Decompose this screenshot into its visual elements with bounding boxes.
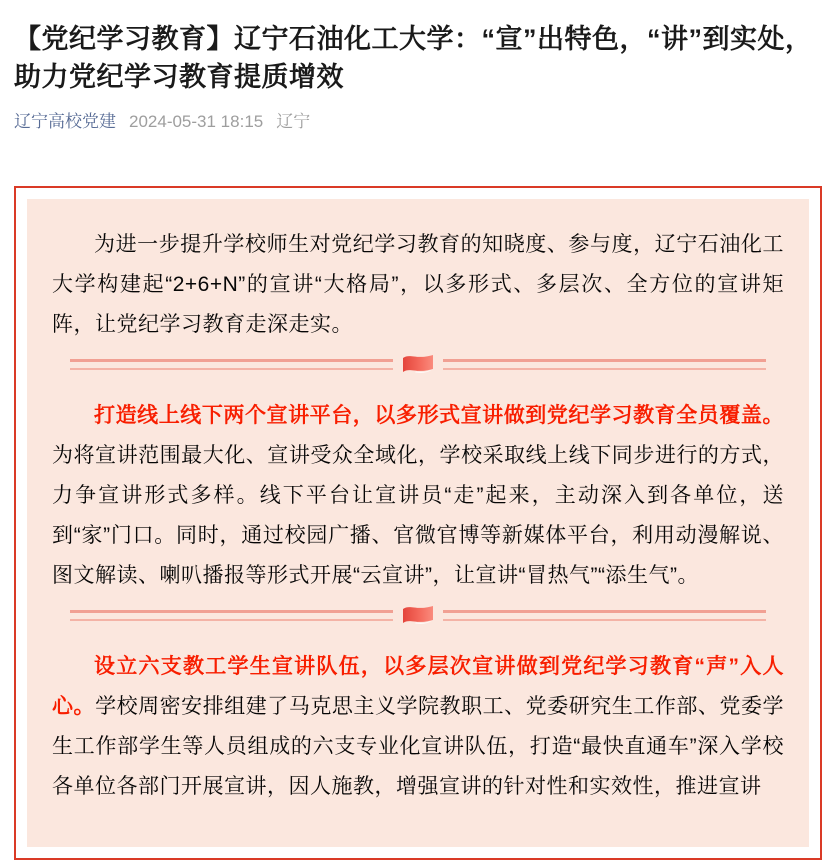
- paragraph-text: 学校周密安排组建了马克思主义学院教职工、党委研究生工作部、党委学生工作部学生等人员组成的六支专业化宣讲队伍，打造“最快直通车”深入学校各单位各部门开展宣讲，因人施教，增强宣讲的针对性和实效性，推进宣讲: [52, 695, 784, 798]
- article-title: 【党纪学习教育】辽宁石油化工大学：“宣”出特色，“讲”到实处，助力党纪学习教育提质增效: [14, 24, 813, 92]
- account-link[interactable]: 辽宁高校党建: [14, 112, 116, 131]
- section-divider: [70, 352, 766, 376]
- divider-line-right: [443, 610, 766, 621]
- publish-location: 辽宁: [276, 112, 311, 131]
- red-flag-icon: [402, 352, 434, 376]
- paragraph-teams: [52, 647, 784, 807]
- content-card: [14, 186, 822, 860]
- section-divider: [70, 603, 766, 627]
- content-panel: [27, 199, 809, 847]
- publish-date: 2024-05-31 18:15: [129, 112, 264, 131]
- article-page: [0, 20, 836, 860]
- red-flag-icon: [402, 603, 434, 627]
- divider-line-right: [443, 359, 766, 370]
- article-meta: [14, 110, 822, 134]
- paragraph-lead: 设立六支教工学生宣讲队伍，以多层次宣讲做到党纪学习教育“声”入人心。: [52, 655, 784, 718]
- paragraph-platforms: [52, 396, 784, 596]
- paragraph-text: 为进一步提升学校师生对党纪学习教育的知晓度、参与度，辽宁石油化工大学构建起“2+6+N”的宣讲“大格局”，以多形式、多层次、全方位的宣讲矩阵，让党纪学习教育走深走实。: [52, 233, 784, 336]
- paragraph-text: 为将宣讲范围最大化、宣讲受众全域化，学校采取线上线下同步进行的方式，力争宣讲形式多样。线下平台让宣讲员“走”起来，主动深入到各单位，送到“家”门口。同时，通过校园广播、官微官博等新媒体平台，利用动漫解说、图文解读、喇叭播报等形式开展“云宣讲”，让宣讲“冒热气”“添生气”。: [52, 444, 784, 587]
- paragraph-intro: [52, 225, 784, 345]
- paragraph-lead: 打造线上线下两个宣讲平台，以多形式宣讲做到党纪学习教育全员覆盖。: [94, 404, 784, 427]
- divider-line-left: [70, 610, 393, 621]
- divider-line-left: [70, 359, 393, 370]
